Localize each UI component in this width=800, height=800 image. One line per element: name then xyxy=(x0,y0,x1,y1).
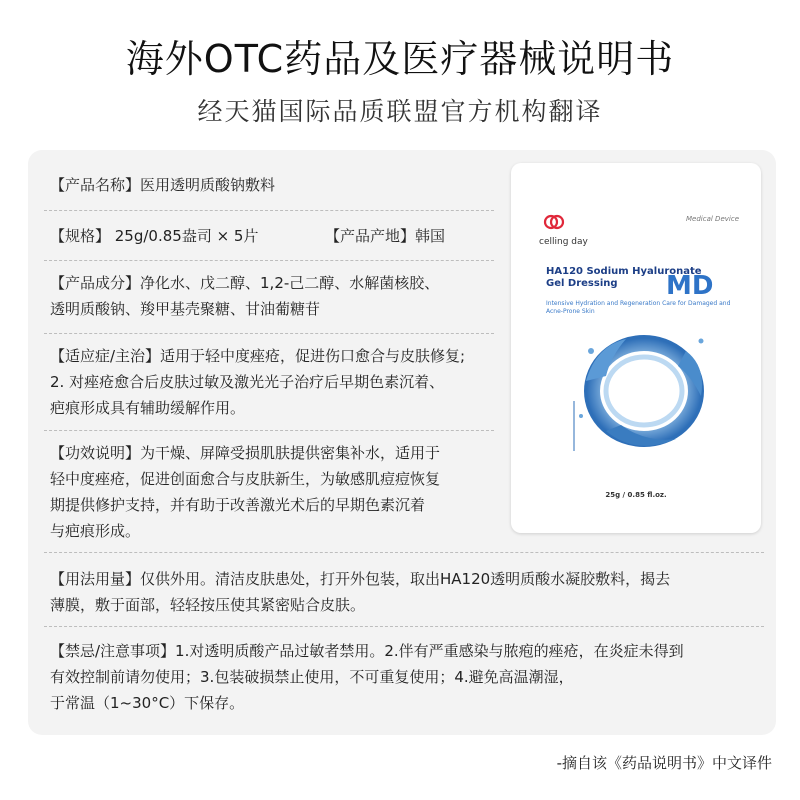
ingredients-line: 【产品成分】净化水、戊二醇、1,2-己二醇、水解菌核胶、 xyxy=(50,274,440,292)
md-badge: MD xyxy=(666,271,714,301)
page-title: 海外OTC药品及医疗器械说明书 xyxy=(125,37,675,81)
ingredients-line: 透明质酸钠、羧甲基壳聚糖、甘油葡糖苷 xyxy=(50,300,321,318)
product-name: 【产品名称】医用透明质酸钠敷料 xyxy=(50,176,276,194)
divider xyxy=(44,333,494,334)
product-name-line: Gel Dressing xyxy=(546,278,618,289)
divider xyxy=(44,260,494,261)
warnings-line: 有效控制前请勿使用；3.包装破损禁止使用，不可重复使用；4.避免高温潮湿， xyxy=(50,668,574,686)
water-splash-icon xyxy=(566,321,716,460)
efficacy-line: 期提供修护支持，并有助于改善激光术后的早期色素沉着 xyxy=(50,496,426,514)
warnings-line: 于常温（1~30°C）下保存。 xyxy=(50,694,245,712)
product-packet-image xyxy=(511,163,761,533)
brand-name: celling day xyxy=(539,237,588,247)
indications-line: 【适应症/主治】适用于轻中度痤疮，促进伤口愈合与皮肤修复; xyxy=(50,347,466,365)
ingredients xyxy=(50,270,439,322)
product-spec: 【规格】 25g/0.85盎司 × 5片 xyxy=(50,227,259,245)
indications-line: 2. 对痤疮愈合后皮肤过敏及激光光子治疗后早期色素沉着、 xyxy=(50,373,445,391)
product-description: Intensive Hydration and Regeneration Care for Damaged and Acne-Prone Skin xyxy=(546,300,731,315)
divider xyxy=(44,626,764,627)
source-note: -摘自该《药品说明书》中文译件 xyxy=(556,754,772,772)
divider xyxy=(44,552,764,553)
efficacy-line: 【功效说明】为干燥、屏障受损肌肤提供密集补水，适用于 xyxy=(50,444,441,462)
efficacy-line: 与疤痕形成。 xyxy=(50,522,141,540)
divider xyxy=(44,430,494,431)
product-origin: 【产品产地】韩国 xyxy=(325,227,446,245)
product-name-line: HA120 Sodium Hyaluronate xyxy=(546,266,702,277)
brand-logo-icon xyxy=(543,211,565,237)
medical-device-label: Medical Device xyxy=(686,215,739,223)
warnings xyxy=(50,638,684,716)
efficacy xyxy=(50,440,440,544)
efficacy-line: 轻中度痤疮，促进创面愈合与皮肤新生，为敏感肌痘痘恢复 xyxy=(50,470,441,488)
indications xyxy=(50,343,465,421)
usage xyxy=(50,566,670,618)
warnings-line: 【禁忌/注意事项】1.对透明质酸产品过敏者禁用。2.伴有严重感染与脓疱的痤疮，在炎症未得到 xyxy=(50,642,684,660)
usage-line: 薄膜，敷于面部，轻轻按压使其紧密贴合皮肤。 xyxy=(50,596,366,614)
indications-line: 疤痕形成具有辅助缓解作用。 xyxy=(50,399,246,417)
usage-line: 【用法用量】仅供外用。清洁皮肤患处，打开外包装，取出HA120透明质酸水凝胶敷料，揭去 xyxy=(50,570,671,588)
product-weight: 25g / 0.85 fl.oz. xyxy=(605,491,667,499)
divider xyxy=(44,210,494,211)
page-subtitle: 经天猫国际品质联盟官方机构翻译 xyxy=(197,97,603,126)
